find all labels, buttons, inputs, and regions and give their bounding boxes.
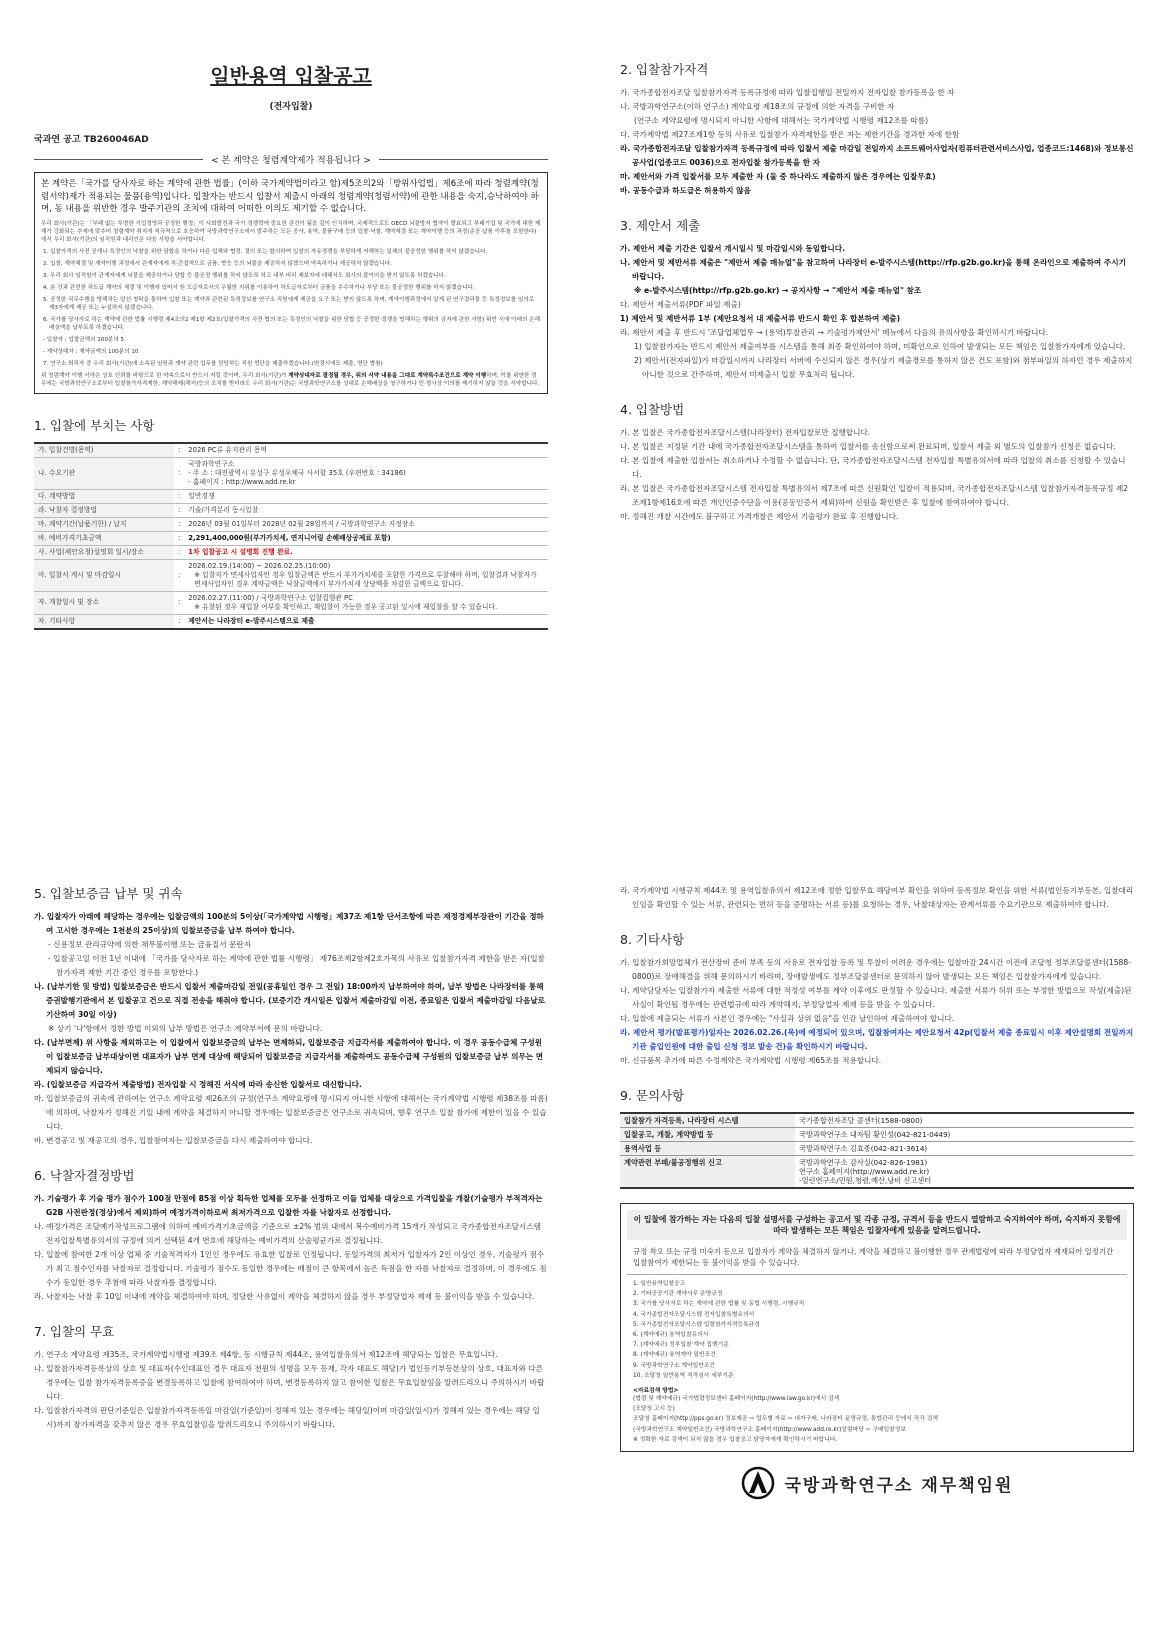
integrity-box — [34, 172, 548, 394]
paragraph-item: 다. 국가계약법 제27조제1항 등의 사유로 입찰참가 자격제한을 받은 자는 제한기간을 경과한 자에 한함 — [620, 130, 960, 139]
row-value-line: - 주 소 : 대전광역시 유성구 유성우체국 사서함 35호 (우편번호 : 34186) — [188, 468, 406, 477]
paragraph-item: - 입찰공고일 이전 1년 이내에 「국가를 당사자로 하는 계약에 관한 법률 시행령」 제76조제2항제2호가목의 사유로 입찰참가자격 제한을 받은 자(입찰참가자격 제한 기간 중인 경우를 포함한다.) — [48, 954, 545, 977]
table-row — [34, 503, 548, 517]
contact-line: 국방과학연구소 김효종(042-821-3614) — [799, 1144, 928, 1153]
paragraph-item: - 신용정보 관리규약에 의한 채무불이행 또는 금융질서 문란자 — [48, 940, 252, 949]
section-2-heading: 2. 입찰참가자격 — [620, 62, 709, 77]
paragraph-item: 나. 국방과학연구소(이하 연구소) 계약요령 제18조의 규정에 의한 자격을 구비한 자 — [620, 102, 895, 111]
integrity-lead: 본 계약은「국가를 당사자로 하는 계약에 관한 법률」(이하 국가계약법이라고 함)제5조의2와「방위사업법」제6조에 따라 청렴계약(청렴서약)제가 적용되는 물품(용역)입니다. 입찰자는 반드시 입찰서 제출시 아래의 청렴계약(청렴서약)에 관한 내용을 숙지,승낙하여야 하며, 동 내용을 위반한 경우 발주기관의 조치에 대하여 어떠한 이의도 제기할 수 없습니다. — [41, 179, 539, 214]
notice-refs — [627, 1394, 1127, 1445]
notice-list-item: 8. (계약예규) 용역계약 일반조건 — [633, 1352, 716, 1359]
row-colon: : — [174, 591, 184, 614]
notice-list-item: 5. 국가종합전자조달시스템 입찰참가자격등록규정 — [633, 1321, 760, 1328]
integrity-item: 3. 우리 회사 임직원이 관계자에게 뇌물을 제공하거나 담합 등 불공정 행위를 하지 않도록 하고 내부 비리 제보자에 대해서도 회사의 불이익을 받지 않도록 하겠습니다. — [43, 272, 446, 279]
paragraph-item: 나. 계약담당자는 입찰참가자 제출한 서류에 대한 적정성 여부를 계약 이후에도 판정할 수 있습니다. 제출한 서류가 허위 또는 부정한 방법으로 작성(제출)된 사실이 확인될 경우에는 관련법규에 따라 계약해지, 부정당업자 제재 등을 받을 수 있습니다. — [620, 986, 1132, 1009]
section-7-body — [34, 1348, 548, 1432]
row-key: 아. 입찰서 게시 및 마감일시 — [34, 559, 174, 591]
notice-list-item: 4. 국가종합전자조달시스템 전자입찰특별유의서 — [633, 1311, 755, 1318]
row-key: 사. 사업(제안요청)설명회 일시/장소 — [34, 545, 174, 559]
row-colon: : — [174, 503, 184, 517]
row-key: 바. 예비가격기초금액 — [34, 531, 174, 545]
left-bottom-column — [34, 884, 548, 1624]
row-colon: : — [174, 545, 184, 559]
contact-line: 국가종합전자조달 콜센터(1588-0800) — [799, 1116, 923, 1125]
table-row — [34, 531, 548, 545]
section-8-heading: 8. 기타사항 — [620, 932, 685, 947]
row-value-line: 2,291,400,000원(부가가치세, 연지니어링 손해배상공제료 포함) — [188, 533, 391, 542]
section-2-body — [620, 86, 1134, 198]
row-value-line: 2026년 03월 01일부터 2028년 02월 28일까지 / 국방과학연구소 지정장소 — [188, 519, 415, 528]
contact-line: 국방과학연구소 내자팀 황인성(042-821-0449) — [799, 1130, 951, 1139]
paragraph-item: 가. 본 입찰은 국가종합전자조달시스템(나라장터) 전자입찰로만 집행합니다. — [620, 428, 871, 437]
page-subtitle: (전자입찰) — [269, 102, 313, 112]
contact-value — [795, 1142, 1134, 1156]
paragraph-item: ※ e-발주시스템(http://rfp.g2b.go.kr) → 공지사항 → "제안서 제출 매뉴얼" 참조 — [634, 286, 922, 295]
paragraph-item: 다. 제안서 제출서류(PDF 파일 제출) — [620, 300, 741, 309]
contact-topic: 용역사업 등 — [620, 1142, 795, 1156]
row-value-line: 일반경쟁 — [188, 491, 215, 500]
row-colon: : — [174, 489, 184, 503]
document-number: 국과연 공고 TB260046AD — [34, 135, 149, 145]
paragraph-item: 가. 국가종합전자조달 입찰참가자격 등록규정에 따라 입찰집행일 전일까지 전자입찰 참가등록을 한 자 — [620, 88, 955, 97]
notice-list-item: 7. (계약예규) 정부입찰·계약 집행기준 — [633, 1342, 729, 1349]
notice-list-item: 1. 일반용역입찰공고 — [633, 1281, 686, 1287]
add-logo-icon — [741, 1466, 775, 1500]
row-value-line: 2026.02.19.(14:00) ~ 2026.02.25.(10:00) — [188, 561, 331, 570]
integrity-item: 4. 본 건과 관련한 하도급 계약의 체결 및 이행에 있어서 원 도급자로서의 우월한 지위를 이용하여 하도급자로부터 금품을 수수하거나 부당 또는 불공정한 행위를 하지 않겠습니다. — [43, 284, 475, 291]
integrity-banner — [34, 153, 548, 166]
contact-line: 국방과학연구소 감사실(042-826-1981) — [799, 1158, 928, 1167]
integrity-item: - 입찰자 : 입찰금액의 100분의 5 — [43, 336, 125, 343]
paragraph-item: 라. 국가계약법 시행규칙 제44조 및 용역입찰유의서 제12조에 정한 입찰무효 해당여부 확인을 위하여 등록정보 확인을 위한 서류(법인등기부등본, 입찰대리인임을 확인할 수 있는 서류, 관련되는 면허 등을 증명하는 서류 등)를 요청하는 경우, 낙찰대상자는 관계서류를 수요기관으로 제출하여야 합니다. — [620, 886, 1134, 909]
notice-body: 규정 착오 또는 규정 미숙지 등으로 입찰자가 계약을 체결하지 않거나, 계약을 체결하고 불이행한 경우 관계법령에 따라 부정당업자 제재되어 일정기간 입찰참여가 제한되는 등 불이익을 받을 수 있습니다. — [627, 1240, 1127, 1275]
integrity-item: 6. 국가를 당사자로 하는 계약에 관한 법률 시행령 제4조의2 제1항 제2호(입찰가격의 사전 협의 또는 특정인의 낙찰을 위한 담합 등 공정한 경쟁을 방해하는 행위의 금지에 관한 사항) 위반 시에 아래의 손해배상액을 납부토록 하겠습니다. — [43, 316, 540, 331]
row-value — [184, 614, 548, 629]
contact-row — [620, 1156, 1134, 1189]
row-key: 자. 개찰일시 및 장소 — [34, 591, 174, 614]
section-7-continued — [620, 884, 1134, 912]
paragraph-item: 나. 제안서 및 제반서류 제출은 "제안서 제출 매뉴얼"을 참고하여 나라장터 e-발주시스템(http://rfp.g2b.go.kr)을 통해 온라인으로 제출하여 주시기 바랍니다. — [620, 258, 1126, 281]
paragraph-item: 나. 입찰참가자격등록상의 상호 및 대표자(수인대표인 경우 대표자 전원의 성명을 모두 등재, 각자 대표도 해당)가 법인등기부등본상의 상호, 대표자와 다른 경우에는 입찰 참가자격등록증을 변경등록하고 입찰에 참여하여야 하며, 변경등록하지 않고 참여한 입찰은 무효입찰임을 알려드리오니 주의하시기 바랍니다. — [34, 1364, 545, 1401]
row-value — [184, 457, 548, 489]
paragraph-item: 나. (납부기한 및 방법) 입찰보증금은 반드시 입찰서 제출마감일 전일(공휴일인 경우 그 전일) 18:00까지 납부하여야 하며, 납부 방법은 나라장터를 통해 증권발행기관에서 본 입찰공고 건으로 직접 전송을 해줘야 합니다. (보증기간 개시일은 입찰서 제출마감일 이전, 종료일은 입찰서 제출마감일 다음날로 기산하여 30일 이상) — [34, 982, 546, 1019]
notice-ref-item: 조달청 홈페이지(http://pps.go.kr) 정보제공 ⇨ 업무별 자료 ⇨ 내자구매, 나라장터 운영규정, 통합관리 등에서 각각 검색 — [633, 1416, 938, 1423]
contact-topic: 계약관련 부패/불공정행위 신고 — [620, 1156, 795, 1189]
row-value-line: 2026 PC류 유지관리 용역 — [188, 445, 267, 454]
row-colon: : — [174, 531, 184, 545]
notice-head: 이 입찰에 참가하는 자는 다음의 입찰 설명서를 구성하는 공고서 및 각종 규정, 규격서 등을 반드시 열람하고 숙지하여야 하며, 숙지하지 못함에 따라 발생하는 모든 책임은 입찰자에게 있음을 알려드립니다. — [627, 1210, 1127, 1240]
row-key: 마. 계약기간(납품기한) / 납지 — [34, 517, 174, 531]
integrity-item: 1. 입찰가격의 사전 공개나 특정인의 낙찰을 위한 담합을 하거나 다른 업체와 협정, 결의 또는 합의하여 입찰의 자유경쟁을 부당하게 저해하는 일체의 불공정한 행위를 하지 않겠습니다. — [43, 248, 488, 255]
paragraph-item: 가. 제안서 제출 기간은 입찰서 개시일시 및 마감일시와 동일합니다. — [620, 244, 845, 253]
paragraph-item: 다. 입찰참가자격의 판단기준일은 입찰참가자격등록일 마감일(기준일)이 정해져 있는 경우에는 해당일)이며 마감일(일시)가 정해져 있는 경우에는 해당 일시)까지 참가자격을 갖추지 않은 경우 무효입찰임을 알려드리오니 주의하시기 바랍니다. — [34, 1406, 540, 1429]
notice-list-item: 10. 조달청 일반용역 적격심사 세부기준 — [633, 1372, 734, 1379]
paragraph-item: 가. 기술평가 후 기술 평가 점수가 100점 만점에 85점 이상 획득한 업체를 모두를 선정하고 이들 업체를 대상으로 가격입찰을 개찰(기술평가 부적격자는 G2B 사전판정(정상)에서 제외)하여 예정가격이하로써 최저가격으로 입찰한 자를 낙찰자로 선정합니다. — [34, 1194, 543, 1217]
paragraph-item: 마. 신규품목 추가에 따른 수정계약은 국가계약법 시행령 제65조를 적용합니다. — [620, 1056, 882, 1065]
paragraph-item: 가. 연구소 계약요령 제35조, 국가계약법시행령 제39조 제4항, 동 시행규칙 제44조, 용역입찰유의서 제12조에 해당되는 입찰은 무효입니다. — [34, 1350, 498, 1359]
integrity-item: 5. 공정한 직무수행을 방해하는 알선·청탁을 통하여 입찰 또는 계약과 관련된 특정정보를 연구소 직원에게 제공을 요구 또는 받지 않도록 하며, 계약이행과정에서 알게 된 연구결과물 등 특정정보를 임의로 제3자에게 제공 또는 누설하지 않겠습니다. — [43, 296, 535, 311]
row-key: 다. 계약방법 — [34, 489, 174, 503]
row-key: 차. 기타사항 — [34, 614, 174, 629]
page-title: 일반용역 입찰공고 — [210, 64, 372, 88]
contact-value — [795, 1113, 1134, 1128]
paragraph-item: 라. 제안서 제출 후 반드시 '조달업체업무 → (용역)투찰관리 → 기술평가제안서' 메뉴에서 다음의 유의사항을 확인하시기 바랍니다. — [620, 328, 1049, 337]
row-colon: : — [174, 443, 184, 458]
contact-value — [795, 1128, 1134, 1142]
row-value-line: 국방과학연구소 — [188, 459, 235, 468]
paragraph-item: 라. 본 입찰은 국가종합전자조달시스템 전자입찰 특별유의서 제7조에 따른 신원확인 입찰이 적용되며, 국가종합전자조달시스템 입찰참가자격등록규정 제2조제1항제16호에 따른 개인인증수단을 이용(공동인증서 제외)하여 신원을 확인받은 후 입찰에 참여하여야 합니다. — [620, 484, 1129, 507]
section-8-body — [620, 956, 1134, 1068]
row-value — [184, 503, 548, 517]
paragraph-item: 다. 본 입찰에 제출한 입찰서는 취소하거나 수정할 수 없습니다. 단, 국가종합전자조달시스템 전자입찰 특별유의서에 따라 입찰의 취소를 신청할 수 있습니다. — [620, 456, 1126, 479]
integrity-intro: 우리 회사(기관)는 「부패 없는 투명한 기업경영과 공정한 행정」이 사회발전과 국가 경쟁력에 중요한 관건이 됨을 깊이 인식하며, 국제적으로도 OECD 뇌물방지 협약이 발효되고 부패기업 및 국가에 대한 제재가 강화되는 추세에 맞추어 청렴계약 취지에 적극적으로 호응하여 국방과학연구소에서 발주하는 모든 공사, 용역, 물품구매 등의 입찰·낙찰, 계약체결 또는 계약이행 등의 과정(준공·납품 이후를 포함한다)에서 우리 회사(기관)의 임직원과 대리인은 다음 사항을 서약합니다. — [41, 220, 541, 243]
footer — [620, 1466, 1134, 1500]
section-1-heading: 1. 입찰에 부치는 사항 — [34, 417, 155, 433]
row-value — [184, 517, 548, 531]
integrity-item: - 계약상대자 : 계약금액의 100분의 10 — [43, 348, 139, 355]
integrity-item: 2. 입찰, 계약체결 및 계약이행 과정에서 관계자에게 직·간접적으로 금품, 향응 등의 뇌물을 제공하지 않겠으며 약속하거나 제공하지 않겠습니다. — [43, 260, 392, 267]
row-value — [184, 489, 548, 503]
contact-value — [795, 1156, 1134, 1189]
paragraph-item: 다. 입찰에 참여한 2개 이상 업체 중 기술적격자가 1인인 경우에도 유효한 입찰로 인정됩니다. 동일가격의 최저가 입찰자가 2인 이상인 경우, 기술평가 점수가 최고 점수인자를 낙찰자로 결정합니다. 기술평가 점수도 동일한 경우에는 배점이 큰 항목에서 높은 득점을 한 자를 낙찰자로 결정하며, 이 경우에도 점수가 동일한 경우 추첨에 따라 낙찰자를 결정합니다. — [34, 1250, 547, 1287]
paragraph-item: 1) 입찰참가자는 반드시 제안서 제출여부를 시스템을 통해 최종 확인하여야 하며, 미확인으로 인하여 발생되는 모든 책임은 입찰참가자에게 있습니다. — [634, 342, 1126, 351]
footer-org-name: 국방과학연구소 재무책임원 — [784, 1475, 1014, 1496]
row-value-line: 1차 입찰공고 시 설명회 진행 완료. — [188, 547, 293, 556]
table-row — [34, 517, 548, 531]
right-bottom-column — [620, 884, 1134, 1634]
paragraph-item: 다. 입찰에 제출되는 서류가 사본인 경우에는 "사실과 상위 없음"을 인감 날인하여 제출하여야 합니다. — [620, 1014, 955, 1023]
bid-summary-table — [34, 442, 548, 630]
row-value — [184, 545, 548, 559]
contact-topic: 입찰공고, 개찰, 계약방법 등 — [620, 1128, 795, 1142]
paragraph-item: 라. 제안서 평가(발표평가)일자는 2026.02.26.(목)에 예정되어 있으며, 입찰참여자는 제안요청서 42p(입찰서 제출 종료일시 이후 제안설명회 전일까지 기관 출입인원에 대한 출입 신청 정보 발송 건)을 확인하시기 바랍니다. — [620, 1028, 1134, 1051]
row-colon: : — [174, 457, 184, 489]
notice-list-item: 3. 국가를 당사자로 하는 계약에 관한 법률 및 동법 시행령, 시행규칙 — [633, 1301, 805, 1308]
table-row — [34, 545, 548, 559]
row-value — [184, 531, 548, 545]
left-top-column — [34, 60, 548, 800]
table-row — [34, 489, 548, 503]
paragraph-item: 바. 공동수급과 하도급은 허용하지 않음 — [620, 186, 751, 195]
notice-ref-head: <자료검색 방법> — [633, 1388, 679, 1395]
notice-list-item: 9. 국방과학연구소 계약일반조건 — [633, 1362, 716, 1369]
table-row — [34, 614, 548, 629]
row-colon: : — [174, 559, 184, 591]
paragraph-item: 마. 제안서와 가격 입찰서를 모두 제출한 자 (둘 중 하나라도 제출하지 않은 경우에는 입찰무효) — [620, 172, 936, 181]
contact-row — [620, 1113, 1134, 1128]
right-top-column — [620, 60, 1134, 660]
row-value-line: - 홈페이지 : http://www.add.re.kr — [188, 477, 296, 486]
notice-ref-item: ※ 정확한 자료 검색이 되지 않을 경우 입찰공고 담당자에게 확인하시기 바랍니다. — [633, 1436, 838, 1443]
contact-row — [620, 1142, 1134, 1156]
row-value-line: ※ 유찰된 경우 재입찰 여부를 확인하고, 재입찰이 가능한 경우 공고된 일시에 재입찰을 할 수 있습니다. — [194, 602, 498, 611]
row-value-line: 제안서는 나라장터 e-발주시스템으로 제출 — [188, 616, 315, 625]
section-4-body — [620, 426, 1134, 524]
row-value-line: ※ 입찰자가 면세사업자인 경우 입찰금액은 반드시 부가가치세를 포함한 가격으로 투찰해야 하며, 입찰결과 낙찰자가 면세사업자인 경우 계약금액은 낙찰금액에서 부가가치세 상당액을 차감한 금액으로 합니다. — [194, 570, 537, 588]
contact-line: 연구소 홈페이지(http://www.add.re.kr) — [799, 1167, 930, 1176]
row-value — [184, 443, 548, 458]
section-3-heading: 3. 제안서 제출 — [620, 218, 701, 233]
row-value — [184, 559, 548, 591]
section-6-heading: 6. 낙찰자결정방법 — [34, 1168, 135, 1183]
section-5-body — [34, 910, 548, 1148]
paragraph-item: 다. (납부면제) 위 사항을 제외하고는 이 입찰에서 입찰보증금의 납부는 면제하되, 입찰보증금 지급각서를 제출하여야 합니다. 이 경우 공동수급체 구성원이 입찰보증금 납부대상이면 대표자가 납부 면제 대상에 해당되어 입찰보증금 지급각서를 제출하여도 공동수급체 구성원의 입찰보증금 납부 의무는 면제되지 않습니다. — [34, 1038, 544, 1075]
section-7-heading: 7. 입찰의 무효 — [34, 1324, 115, 1339]
contact-line: -열린연구소/민원,청렴,예산,낭비 신고센터 — [799, 1176, 932, 1185]
contact-table — [620, 1112, 1134, 1189]
paragraph-item: 마. 입찰보증금의 귀속에 관하여는 연구소 계약요령 제26조의 규정(연구소 계약요령에 명시되지 아니한 사항에 대해서는 국가계약법 시행령 제38조를 따름)에 의하며, 낙찰자가 정해진 기일 내에 계약을 체결하지 아니할 경우에는 입찰보증금은 연구소로 귀속되며, 향후 연구소 입찰 참가에 제한이 있을 수 있습니다. — [34, 1094, 548, 1131]
section-6-body — [34, 1192, 548, 1304]
notice-list — [627, 1275, 1127, 1381]
paragraph-item: 라. (입찰보증금 지급각서 제출방법) 전자입찰 시 정해진 서식에 따라 송신한 입찰서로 대신합니다. — [34, 1080, 362, 1089]
row-key: 라. 낙찰자 결정방법 — [34, 503, 174, 517]
paragraph-item: 가. 입찰참가희망업체가 전산장비 준비 부족 등의 사유로 전자입찰 등록 및 투찰이 어려운 경우에는 입찰마감 24시간 이전에 조달청 정부조달콜센터(1588-0800)로 장애해결을 위해 문의하시기 바라며, 장애발생에도 정부조달콜센터로 문의하지 않아 발생되는 모든 책임은 입찰참가자에게 있습니다. — [620, 958, 1131, 981]
paragraph-item: 나. 본 입찰은 지정된 기간 내에 국가종합전자조달시스템을 통하여 입찰서를 송신함으로써 완료되며, 입찰서 제출 외 별도의 입찰참가 신청은 없습니다. — [620, 442, 1116, 451]
row-value-line: 2026.02.27.(11:00) / 국방과학연구소 입찰집행관 PC — [188, 593, 353, 602]
table-row — [34, 591, 548, 614]
row-key: 가. 입찰건명(용역) — [34, 443, 174, 458]
paragraph-item: (연구소 계약요령에 명시되지 아니한 사항에 대해서는 국가계약법 시행령 제12조를 따름) — [634, 116, 929, 125]
paragraph-item: 가. 입찰자가 아래에 해당하는 경우에는 입찰금액의 100분의 5이상(「국가계약법 시행령」제37조 제1항 단서조항에 따른 재정경제부장관이 기간을 정하여 고시한 경우에는 1천분의 25이상)의 입찰보증금을 납부 하여야 합니다. — [34, 912, 544, 935]
paragraph-item: 라. 국가종합전자조달 입찰참가자격 등록규정에 따라 입찰서 제출 마감일 전일까지 소프트웨어사업자(컴퓨터관련서비스사업, 업종코드:1468)와 정보통신공사업(업종코드 0036)으로 전자입찰 참가등록을 한 자 — [620, 144, 1134, 167]
row-value-line: 기술/가격분리 동시입찰 — [188, 505, 259, 514]
paragraph-item: 나. 예정가격은 조달예가작성프로그램에 의하여 예비가격기초금액을 기준으로 ±2% 범위 내에서 복수예비가격 15개가 작성되고 국가종합전자조달시스템 전자입찰특별유의서의 규정에 의거 선택된 4개 번호에 해당하는 예비가격의 산술평균가로 결정됩니다. — [34, 1222, 541, 1245]
section-9-heading: 9. 문의사항 — [620, 1088, 685, 1103]
row-colon: : — [174, 614, 184, 629]
section-3-body — [620, 242, 1134, 382]
integrity-items — [41, 248, 541, 368]
row-colon: : — [174, 517, 184, 531]
paragraph-item: 1) 제안서 및 제반서류 1부 (제안요청서 내 제출서류 반드시 확인 후 합본하여 제출) — [620, 314, 901, 323]
integrity-item: 7. 연구소 퇴직자 중 우리 회사(기관)에 소속된 임원과 계약 관련 업무를 담당하는 직원 명단을 제출하겠습니다.(변경시에도 제출, 명단 별첨) — [43, 360, 383, 367]
contact-row — [620, 1128, 1134, 1142]
notice-ref-item: (법령 및 계약예규) 국가법령정보센터 홈페이지(http://www.law.go.kr)에서 검색 — [633, 1396, 840, 1403]
paragraph-item: 마. 정해진 개찰 시간에도 불구하고 가격개찰은 제안서 기술평가 완료 후 진행합니다. — [620, 512, 899, 521]
paragraph-item: 라. 낙찰자는 낙찰 후 10일 이내에 계약을 체결하여야 하며, 정당한 사유없이 계약을 체결하지 않을 경우 부정당업자 제재 등 불이익을 받을 수 있습니다. — [34, 1292, 535, 1301]
notice-ref-item: (조달청 고시 등) — [633, 1406, 675, 1413]
row-value — [184, 591, 548, 614]
notice-ref-item: (국방과학연구소 계약일반조건) 국방과학연구소 홈페이지(http://www.add.re.kr)알림마당 ⇨ 구매입찰정보 — [633, 1426, 906, 1433]
table-row — [34, 443, 548, 458]
contact-topic: 입찰참가 자격등록, 나라장터 시스템 — [620, 1113, 795, 1128]
table-row — [34, 457, 548, 489]
row-key: 나. 수요기관 — [34, 457, 174, 489]
section-4-heading: 4. 입찰방법 — [620, 402, 685, 417]
table-row — [34, 559, 548, 591]
paragraph-item: 2) 제안서(전자파일)가 마감일시까지 나라장터 서버에 수신되지 않은 경우(상기 제출경로를 통하지 않은 건도 포함)와 첨부파일의 하자인 경우 제출하지 아니한 것으로 간주하며, 제안서 미제출시 입찰 무효처리 됩니다. — [634, 356, 1133, 379]
integrity-pledge: 위 청렴계약 이행 서약은 상호 신뢰를 바탕으로 한 약속으로서 반드시 지킬 것이며, 우리 회사(기관)가 계약상대자로 결정될 경우, 위의 서약 내용을 그대로 계약특수조건으로 계약 이행하며, 이를 위반한 경우에는 국방과학연구소로부터 입찰참가자격제한, 계약해제(해지)등의 조치를 받더라도 우리 회사(기관)는 국방과학연구소를 상대로 손해배상을 청구하거나 민·형사상 이의를 제기하지 않을 것을 서약합니다. — [41, 372, 540, 387]
paragraph-item: ※ 상기 '나'항에서 정한 방법 이외의 납부 방법은 연구소 계약부서에 문의 바랍니다. — [48, 1024, 323, 1033]
paragraph-item: 바. 변경공고 및 재공고의 경우, 입찰참여자는 입찰보증금을 다시 제출하여야 합니다. — [34, 1136, 313, 1145]
section-5-heading: 5. 입찰보증금 납부 및 귀속 — [34, 886, 183, 901]
notice-list-item: 6. (계약예규) 용역입찰유의서 — [633, 1332, 709, 1339]
notice-box — [620, 1203, 1134, 1452]
notice-list-item: 2. 기타공공기관 계약사무 운영규정 — [633, 1291, 723, 1298]
integrity-banner-text: < 본 계약은 청렴계약제가 적용됩니다 > — [211, 156, 371, 166]
